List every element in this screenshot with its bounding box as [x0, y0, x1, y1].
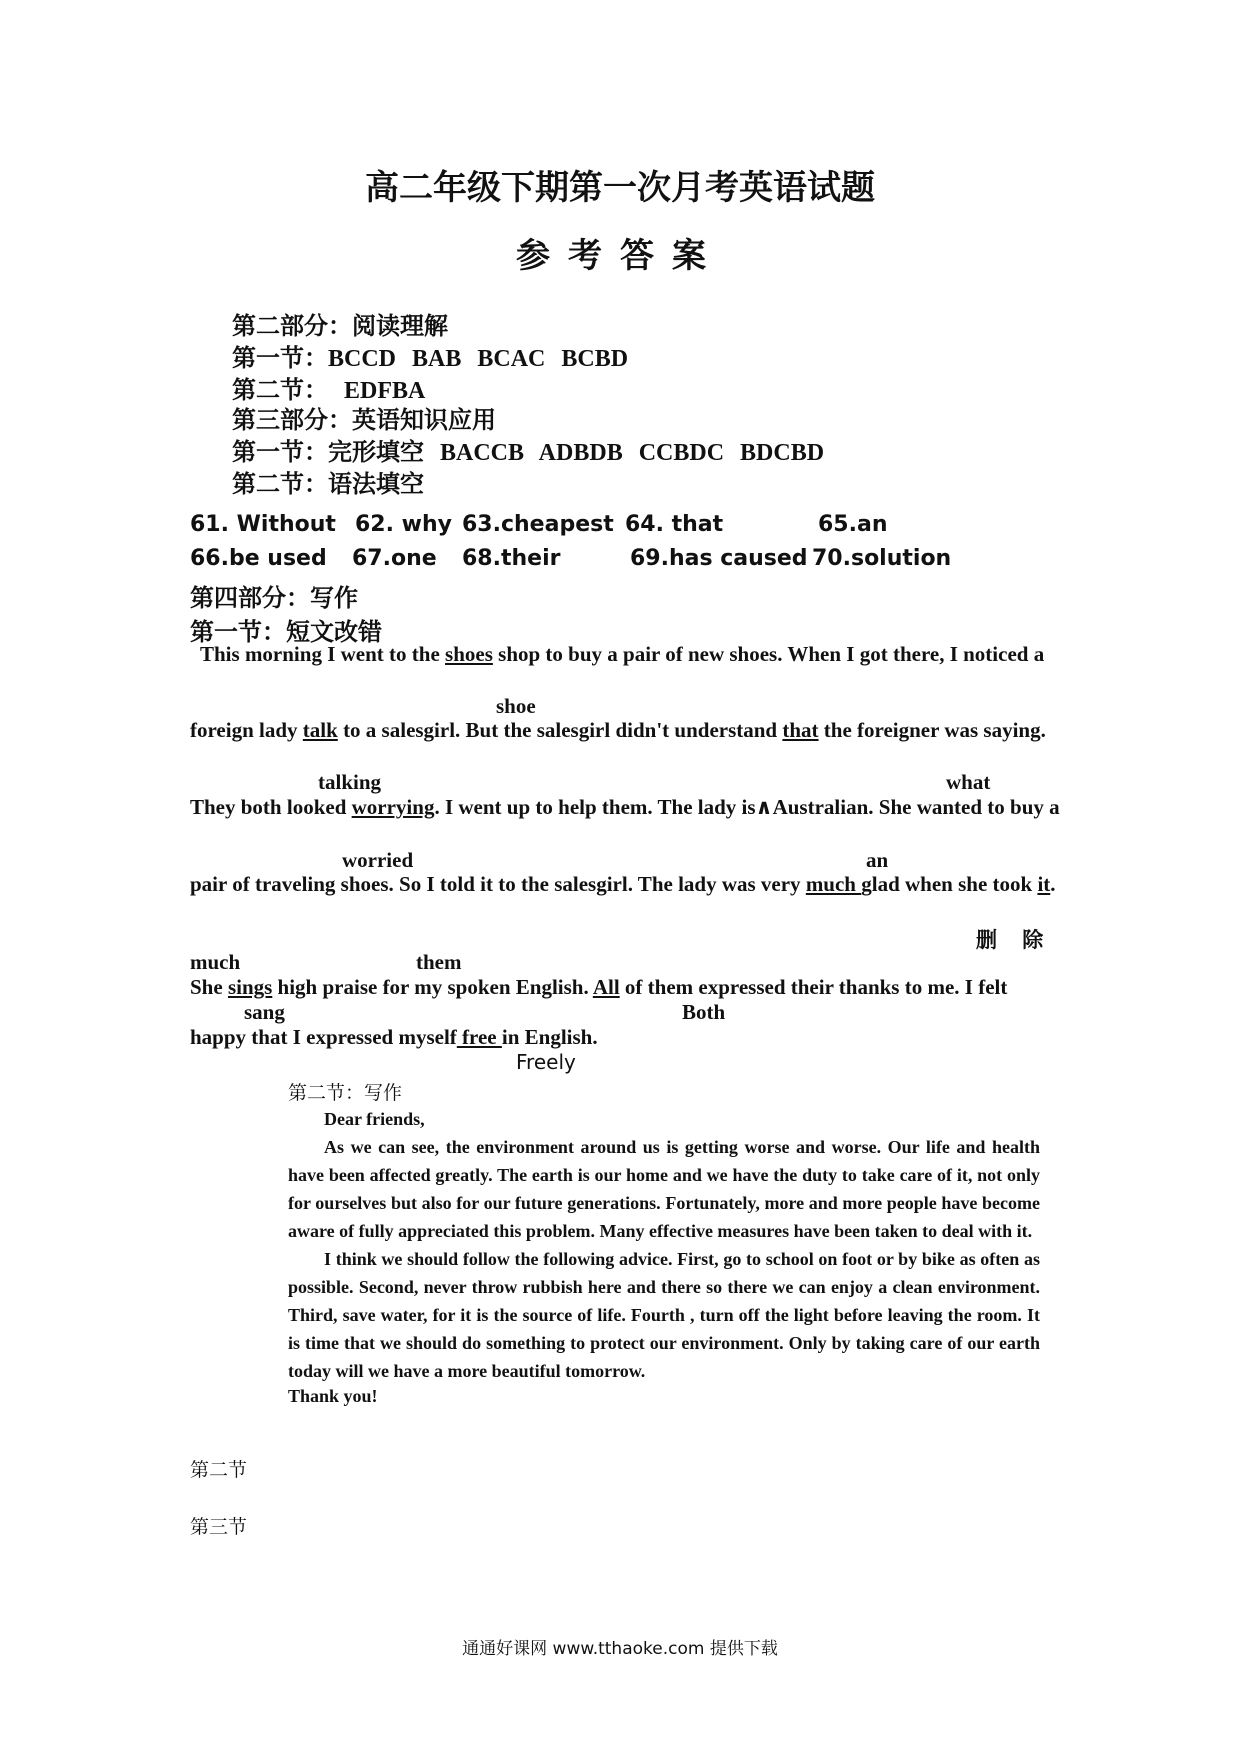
correction-line-3: They both looked worrying. I went up to help them. The lady is∧Australian. She wanted to buy a — [190, 795, 1060, 819]
part3-section2-heading: 第二节：语法填空 — [232, 472, 424, 498]
correction-an: an — [866, 848, 889, 872]
correction-line-1: This morning I went to the shoes shop to buy a pair of new shoes. When I got there, I noticed a — [200, 642, 1045, 666]
answer-61: 61. Without — [190, 512, 336, 537]
answer-63: 63.cheapest — [462, 512, 614, 537]
answer-70: 70.solution — [812, 546, 952, 571]
correction-much: much — [190, 950, 241, 974]
error-worrying: worrying — [351, 795, 435, 819]
part3-heading: 第三部分：英语知识应用 — [232, 408, 496, 434]
error-talk: talk — [302, 718, 338, 742]
letter-paragraph-2: I think we should follow the following advice. First, go to school on foot or by bike as often as possible. Second, never throw rubbish here and there so there we can enjoy a clean environment. Third, save water, for it is the source of life. Fourth , turn off the light before leaving the room. It is time that we should do something to protect our environment. Only by taking care of our earth today will we have a more beautiful tomorrow. — [288, 1249, 1040, 1381]
correction-them: them — [416, 950, 462, 974]
part2-section2-answers: 第二节： EDFBA — [232, 378, 426, 404]
error-sings: sings — [227, 975, 273, 999]
correction-line-2: foreign lady talk to a salesgirl. But the salesgirl didn't understand that the foreigner was saying. — [190, 718, 1046, 742]
correction-both: Both — [682, 1000, 726, 1024]
error-it: it — [1037, 872, 1051, 896]
page-subtitle: 参考答案 — [516, 238, 724, 275]
section-2-label: 第二节 — [190, 1459, 248, 1481]
correction-shoe: shoe — [496, 694, 536, 718]
part2-section1-answers: 第一节：BCCD BAB BCAC BCBD — [232, 346, 629, 372]
correction-freely: Freely — [516, 1050, 576, 1074]
answer-68: 68.their — [462, 546, 561, 571]
part3-section1-answers: 第一节：完形填空 BACCB ADBDB CCBDC BDCBD — [232, 440, 825, 466]
error-all: All — [592, 975, 620, 999]
correction-line-5: She sings high praise for my spoken English. All of them expressed their thanks to me. I felt — [190, 975, 1008, 999]
correction-line-4: pair of traveling shoes. So I told it to the salesgirl. The lady was very much glad when she took it. — [190, 872, 1056, 896]
answer-64: 64. that — [625, 512, 724, 537]
letter-closing: Thank you! — [288, 1386, 378, 1406]
page-title: 高二年级下期第一次月考英语试题 — [365, 170, 875, 207]
error-shoes: shoes — [445, 642, 493, 666]
writing-heading: 第二节：写作 — [288, 1082, 403, 1104]
correction-delete: 删 除 — [976, 928, 1054, 952]
letter-paragraph-1: As we can see, the environment around us is getting worse and worse. Our life and health have been affected greatly. The earth is our home and we have the duty to take care of it, not only for ourselves but also for our future generations. Fortunately, more and more people have become aware of fully appreciated this problem. Many effective measures have been taken to deal with it. — [288, 1137, 1040, 1241]
answer-69: 69.has caused — [630, 546, 808, 571]
correction-what: what — [946, 770, 991, 794]
answer-67: 67.one — [352, 546, 437, 571]
error-that: that — [782, 718, 819, 742]
correction-line-6: happy that I expressed myself free in English. — [190, 1025, 598, 1049]
letter-greeting: Dear friends, — [324, 1109, 425, 1129]
correction-sang: sang — [244, 1000, 285, 1024]
correction-worried: worried — [342, 848, 414, 872]
error-free: free — [456, 1025, 502, 1049]
part2-heading: 第二部分：阅读理解 — [232, 314, 448, 340]
part4-heading: 第四部分：写作 — [190, 586, 358, 612]
answer-66: 66.be used — [190, 546, 327, 571]
correction-talking: talking — [318, 770, 382, 794]
writing-letter — [288, 1105, 1040, 1407]
error-much: much — [805, 872, 862, 896]
part4-section1-heading: 第一节：短文改错 — [190, 620, 382, 646]
section-3-label: 第三节 — [190, 1516, 248, 1538]
answer-65: 65.an — [818, 512, 888, 537]
page-footer: 通通好课网 www.tthaoke.com 提供下载 — [462, 1639, 778, 1659]
answer-62: 62. why — [355, 512, 452, 537]
